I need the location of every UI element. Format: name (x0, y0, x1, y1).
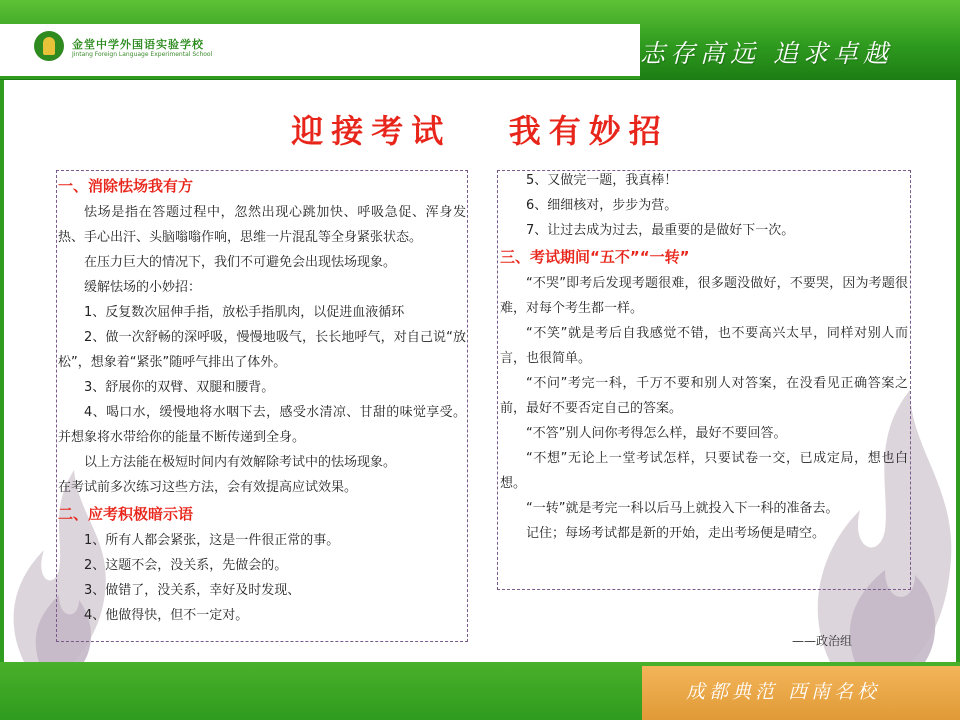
school-name-en: Jintang Foreign Language Experimental School (72, 51, 213, 58)
list-item: 1、所有人都会紧张，这是一件很正常的事。 (84, 533, 340, 548)
paragraph: “不想”无论上一堂考试怎样，只要试卷一交，已成定局，想也白想。 (500, 451, 908, 491)
list-item: 2、做一次舒畅的深呼吸，慢慢地吸气，长长地呼气，对自己说“放松”，想象着“紧张”随呼气排出了体外。 (58, 330, 466, 370)
list-item: 7、让过去成为过去，最重要的是做好下一次。 (526, 223, 795, 238)
paragraph: 以上方法能在极短时间内有效解除考试中的怯场现象。 (84, 455, 397, 470)
paragraph: 记住；每场考试都是新的开始，走出考场便是晴空。 (526, 526, 826, 541)
paragraph: 在考试前多次练习这些方法，会有效提高应试效果。 (58, 480, 358, 495)
list-item: 2、这题不会，没关系，先做会的。 (84, 558, 288, 573)
right-panel-content (500, 168, 908, 546)
school-name: 金堂中学外国语实验学校 (72, 38, 204, 51)
logo-emblem (43, 37, 55, 55)
paragraph: “不哭”即考后发现考题很难，很多题没做好，不要哭，因为考题很难，对每个考生都一样。 (500, 276, 908, 316)
paragraph: 在压力巨大的情况下，我们不可避免会出现怯场现象。 (84, 255, 397, 270)
paragraph: “不笑”就是考后自我感觉不错，也不要高兴太早，同样对别人而言，也很简单。 (500, 326, 908, 366)
signature: ——政治组 (792, 634, 853, 648)
list-item: 1、反复数次屈伸手指，放松手指肌肉，以促进血液循环 (84, 305, 405, 320)
header-slogan: 志存高远 追求卓越 (640, 39, 893, 68)
paragraph: 怯场是指在答题过程中，忽然出现心跳加快、呼吸急促、浑身发热、手心出汗、头脑嗡嗡作响，思维一片混乱等全身紧张状态。 (58, 205, 466, 245)
list-item: 6、细细核对，步步为营。 (526, 198, 678, 213)
list-item: 3、舒展你的双臂、双腿和腰背。 (84, 380, 275, 395)
paragraph: 缓解怯场的小妙招： (84, 280, 202, 295)
section-heading: 三、考试期间“五不”“一转” (500, 248, 690, 266)
right-border (956, 80, 960, 662)
section-heading: 二、应考积极暗示语 (58, 505, 194, 523)
left-panel-content (58, 172, 466, 628)
list-item: 5、又做完一题，我真棒！ (526, 173, 678, 188)
list-item: 4、喝口水，缓慢地将水咽下去，感受水清凉、甘甜的味觉享受。并想象将水带给你的能量不断传递到全身。 (58, 405, 466, 445)
paragraph: “不答”别人问你考得怎么样，最好不要回答。 (526, 426, 787, 441)
section-heading: 一、消除怯场我有方 (58, 177, 194, 195)
paragraph: “不问”考完一科，千万不要和别人对答案，在没看见正确答案之前，最好不要否定自己的答案。 (500, 376, 908, 416)
school-logo-icon (34, 31, 64, 61)
page-title: 迎接考试 我有妙招 (291, 112, 669, 150)
list-item: 3、做错了，没关系，幸好及时发现、 (84, 583, 301, 598)
list-item: 4、他做得快，但不一定对。 (84, 608, 249, 623)
paragraph: “一转”就是考完一科以后马上就投入下一科的准备去。 (526, 501, 839, 516)
footer-slogan: 成都典范 西南名校 (686, 681, 881, 703)
